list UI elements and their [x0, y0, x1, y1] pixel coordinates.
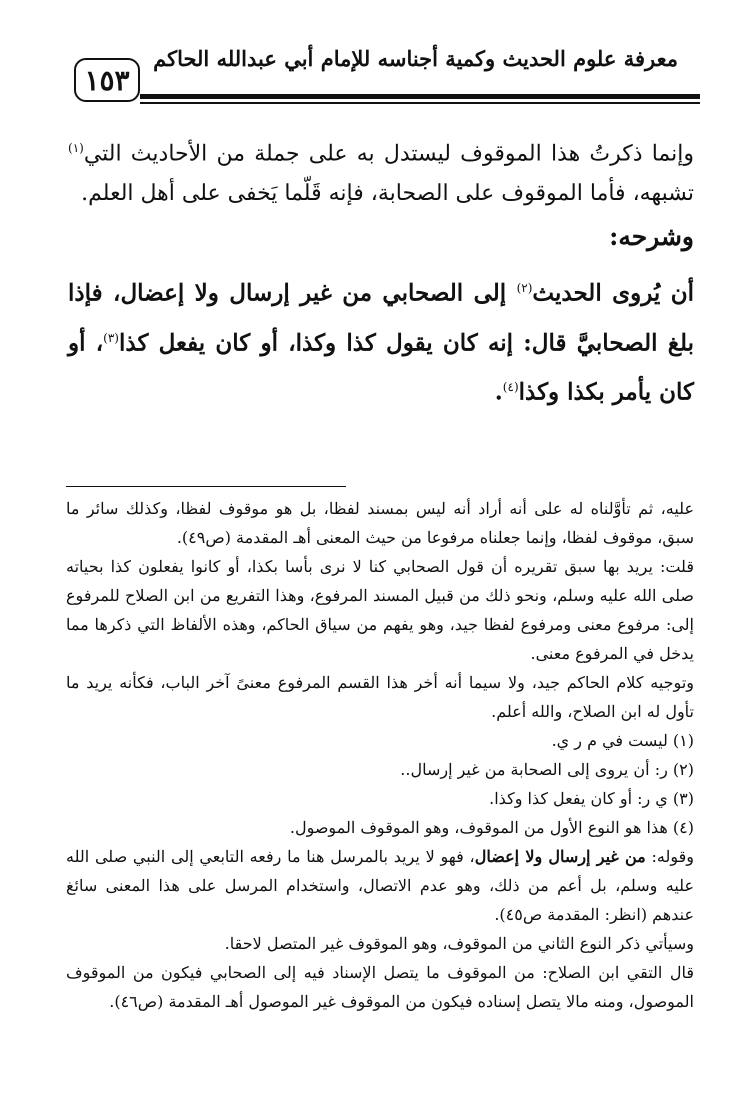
- footnote-4-detail: وسيأتي ذكر النوع الثاني من الموقوف، وهو الموقوف غير المتصل لاحقا.: [224, 934, 694, 953]
- header-rule-thin: [140, 102, 700, 104]
- footnote-divider: [66, 486, 346, 487]
- footnote-4-detail: [66, 842, 694, 929]
- footnote-comment: وتوجيه كلام الحاكم جيد، ولا سيما أنه أخر هذا القسم المرفوع معنىً آخر الباب، فكأنه يريد ما تأول له ابن الصلاح، والله أعلم.: [66, 673, 694, 721]
- main-text: .: [494, 378, 503, 406]
- main-paragraph-2: [68, 266, 694, 415]
- footnote-4-detail: قال التقي ابن الصلاح: من الموقوف ما يتصل الإسناد فيه إلى الصحابي فيكون من الموقوف الموصول، ومنه مالا يتصل إسناده فيكون من الموقوف غير الموصول أهـ المقدمة (ص٤٦).: [66, 963, 694, 1011]
- main-text: تشبهه، فأما الموقوف على الصحابة، فإنه قَلّما يَخفى على أهل العلم.: [81, 181, 694, 207]
- footnote-3: (٣) ي ر: أو كان يفعل كذا وكذا.: [489, 789, 694, 808]
- footnote-ref-2[interactable]: (٢): [516, 281, 533, 295]
- main-paragraph-1: [68, 128, 694, 214]
- section-heading-sharh: وشرحه:: [609, 222, 694, 251]
- main-text: وإنما ذكرتُ هذا الموقوف ليستدل به على جملة من الأحاديث التي: [83, 141, 694, 167]
- main-text: إلى الصحابي من غير إرسال ولا إعضال، فإذا بلغ الصحابيَّ قال: إنه كان يقول كذا وكذا، أو كان يفعل كذا: [68, 279, 694, 357]
- main-text: ، أو كان يأمر بكذا وكذا: [68, 329, 694, 406]
- running-title: معرفة علوم الحديث وكمية أجناسه للإمام أبي عبدالله الحاكم: [153, 46, 678, 71]
- footnote-4: (٤) هذا هو النوع الأول من الموقوف، وهو الموقوف الموصول.: [289, 818, 694, 837]
- note-text: وقوله:: [645, 847, 695, 866]
- footnotes: [66, 494, 694, 1016]
- page-number: ١٥٣: [74, 58, 140, 102]
- header-rule-thick: [140, 94, 700, 99]
- note-quote: من غير إرسال ولا إعضال: [474, 847, 646, 866]
- main-text: أن يُروى الحديث: [532, 279, 694, 307]
- footnote-ref-4[interactable]: (٤): [502, 380, 519, 395]
- note-text: ، فهو لا يريد بالمرسل هنا ما رفعه التابعي إلى النبي صلى الله عليه وسلم، بل أعم من ذلك، وهو عدم الاتصال، واستخدام المرسل على هذا المعنى سائغ عندهم (انظر: المقدمة ص٤٥).: [66, 847, 694, 924]
- footnote-ref-3[interactable]: (٣): [103, 330, 119, 345]
- footnote-continuation: عليه، ثم تأوَّلناه له على أنه أراد أنه ليس بمسند لفظا، بل هو موقوف لفظا، وكذلك سائر ما سبق، موقوف لفظا، وإنما جعلناه مرفوعا من حيث المعنى أهـ المقدمة (ص٤٩).: [66, 499, 694, 547]
- footnote-1: (١) ليست في م ر ي.: [551, 731, 694, 750]
- footnote-comment: قلت: يريد بها سبق تقريره أن قول الصحابي كنا لا نرى بأسا بكذا، أو كانوا يفعلون كذا بحياته صلى الله عليه وسلم، ونحو ذلك من قبيل المسند المرفوع، وهذا التفريع من ابن الصلاح للمرفوع إلى: مرفوع معنى ومرفوع لفظا جيد، وهو يفهم من سياق الحاكم، وهذه الألفاظ التي ذكرها مما يدخل في المرفوع معنى.: [66, 557, 694, 663]
- page-header: [70, 38, 700, 110]
- footnote-ref-1[interactable]: (١): [68, 141, 84, 155]
- footnote-2: (٢) ر: أن يروى إلى الصحابة من غير إرسال..: [400, 760, 694, 779]
